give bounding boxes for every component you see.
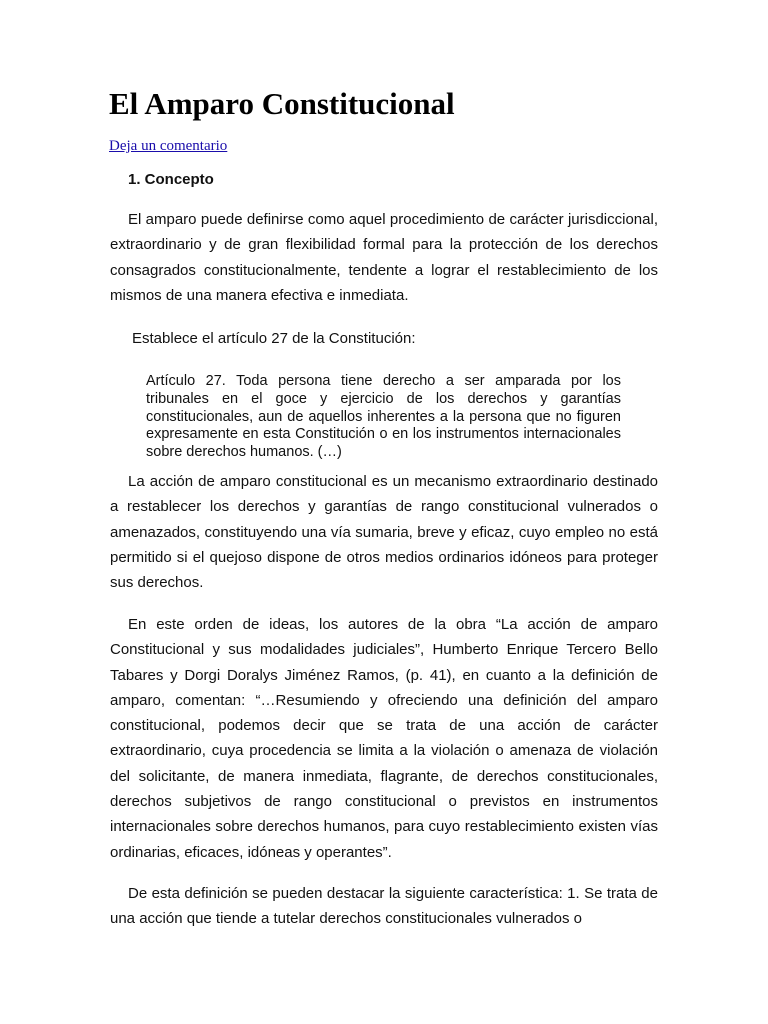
- page-title: El Amparo Constitucional: [109, 86, 455, 121]
- paragraph-definition: El amparo puede definirse como aquel procedimiento de carácter jurisdiccional, extraordinario y de gran flexibilidad formal para la protección de los derechos consagrados constitucionalmente, tendente a lograr el restablecimiento de los mismos de una manera efectiva e inmediata.: [110, 211, 658, 304]
- paragraph-authors: En este orden de ideas, los autores de la obra “La acción de amparo Constitucional y sus modalidades judiciales”, Humberto Enrique Tercero Bello Tabares y Dorgi Doralys Jiménez Ramos, (p. 41), en cuanto a la definición de amparo, comentan: “…Resumiendo y ofreciendo una definición del amparo constitucional, podemos decir que se trata de una acción de carácter extraordinario, cuya procedencia se limita a la violación o amenaza de violación del solicitante, de manera inmediata, flagrante, de derechos constitucionales, derechos subjetivos de rango constitucional o previstos en instrumentos internacionales sobre derechos humanos, para cuyo restablecimiento existen vías ordinarias, eficaces, idóneas y operantes”.: [110, 616, 658, 861]
- article-quote: Artículo 27. Toda persona tiene derecho a ser amparada por los tribunales en el goce y ejercicio de los derechos y garantías constitucionales, aun de aquellos inherentes a la persona que no figuren expresamente en esta Constitución o en los instrumentos internacionales sobre derechos humanos. (…): [146, 373, 621, 461]
- paragraph-article-intro: Establece el artículo 27 de la Constitución:: [132, 330, 416, 347]
- paragraph-characteristic: De esta definición se pueden destacar la siguiente característica: 1. Se trata de una acción que tiende a tutelar derechos constitucionales vulnerados o: [110, 885, 658, 928]
- section-heading: 1. Concepto: [128, 171, 214, 188]
- leave-comment-link[interactable]: Deja un comentario: [109, 138, 228, 154]
- paragraph-mechanism: La acción de amparo constitucional es un mecanismo extraordinario destinado a restablecer los derechos y garantías de rango constitucional vulnerados o amenazados, constituyendo una vía sumaria, breve y eficaz, cuyo empleo no está permitido si el quejoso dispone de otros medios ordinarios idóneos para proteger sus derechos.: [110, 473, 658, 592]
